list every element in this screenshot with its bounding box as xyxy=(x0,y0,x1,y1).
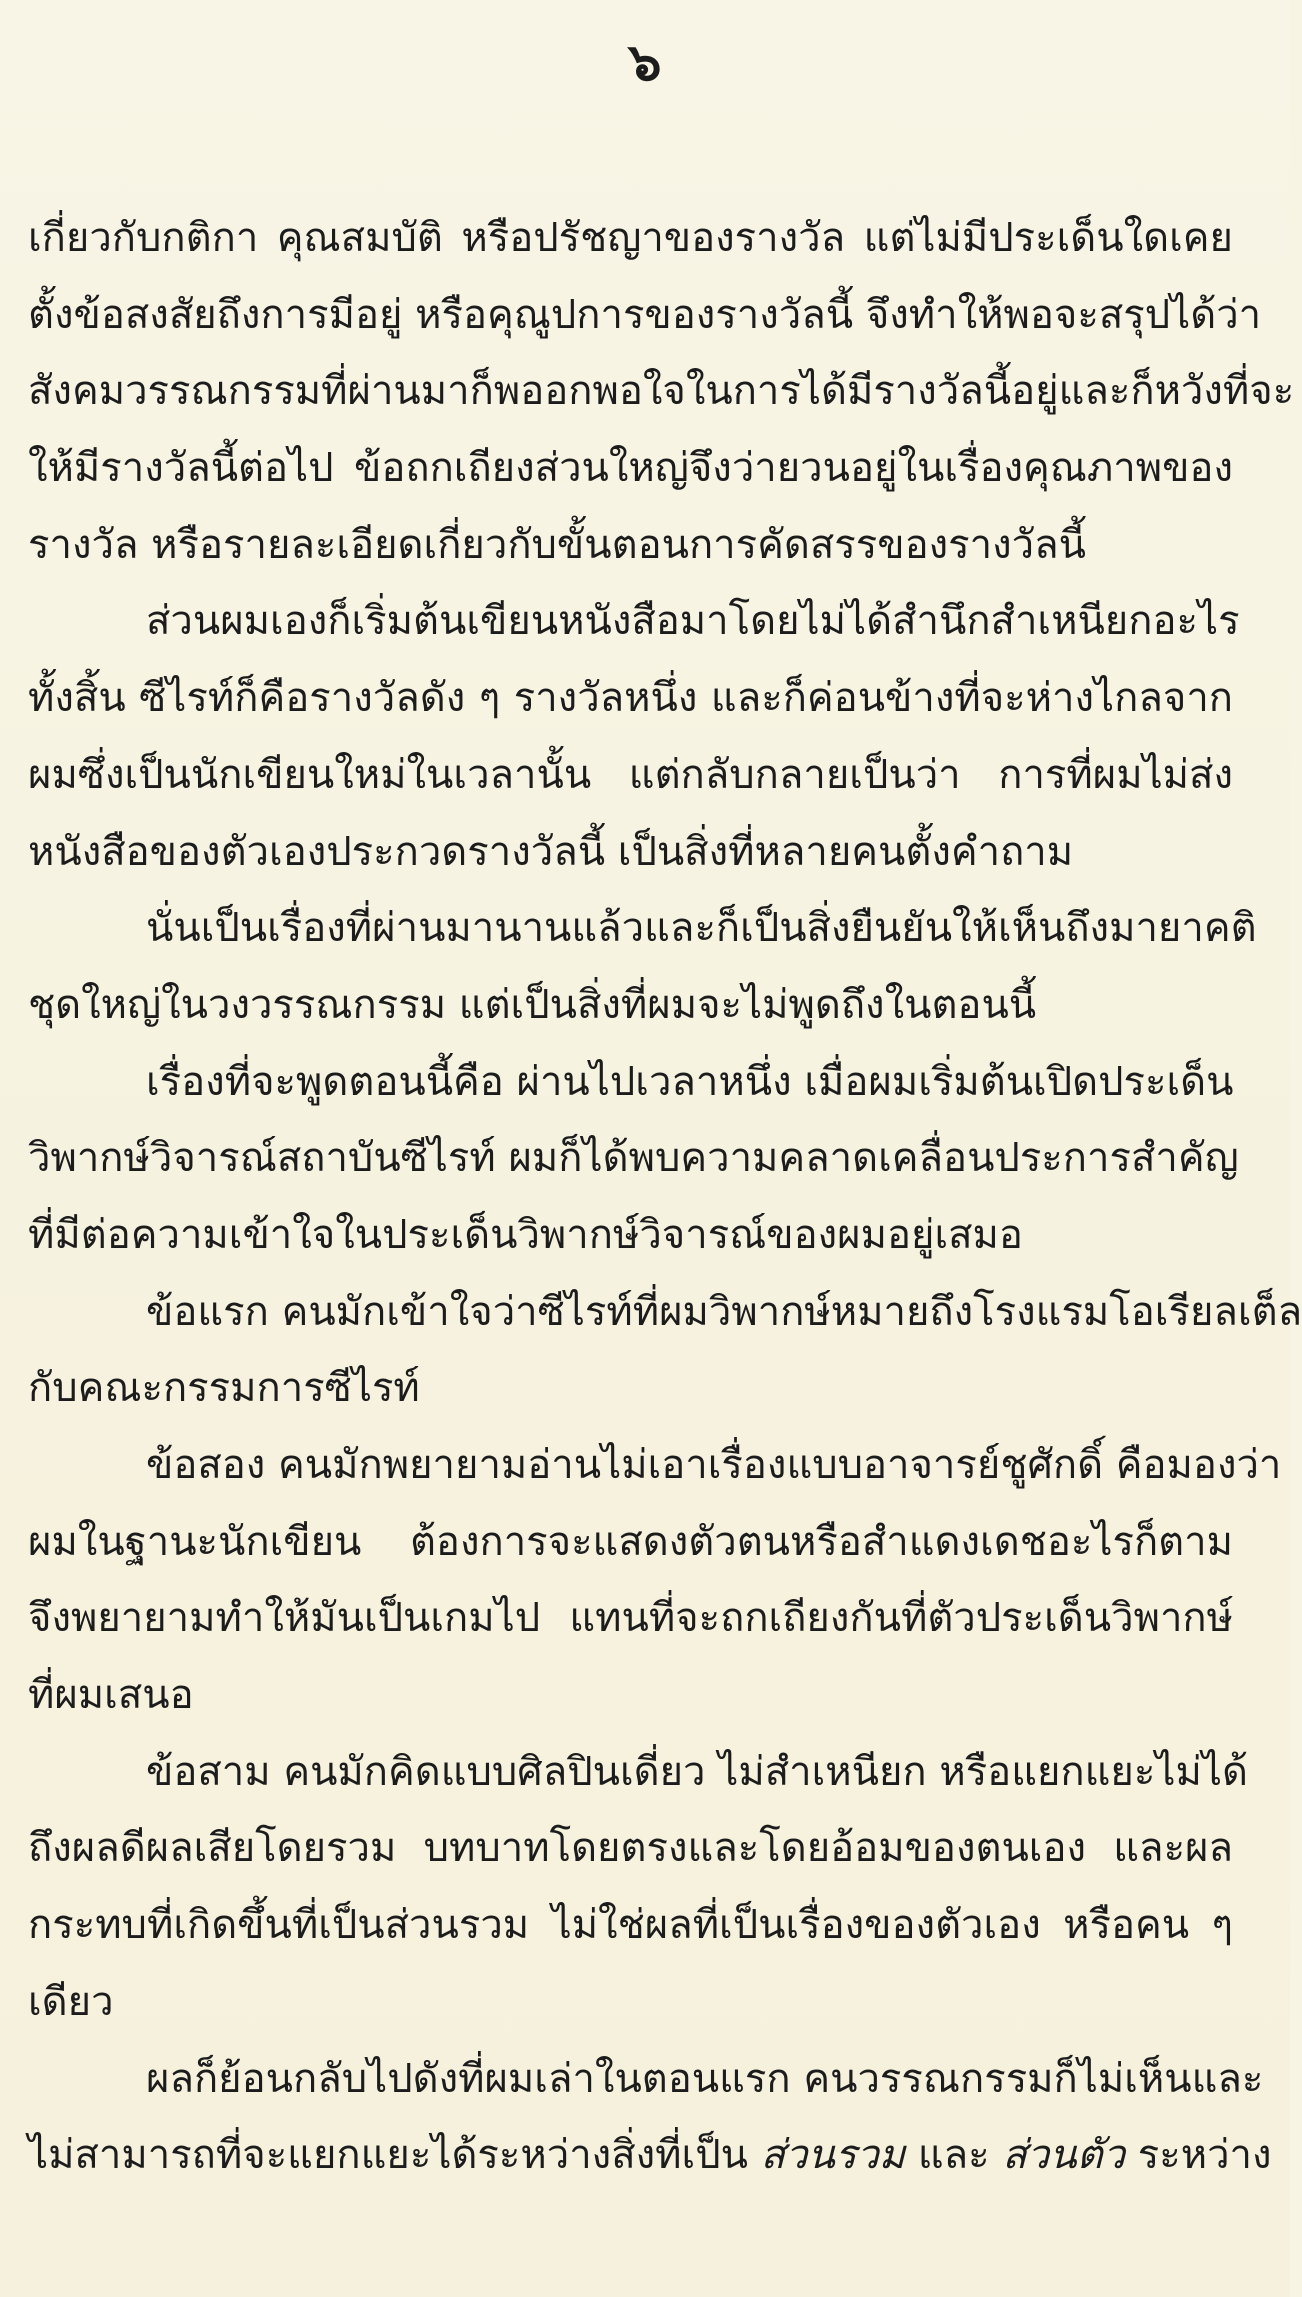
body-text xyxy=(28,200,1302,2194)
text-line: ผมในฐานะนักเขียน ต้องการจะแสดงตัวตนหรือสำแดงเดชอะไรก็ตาม xyxy=(28,1518,1233,1565)
paragraph-start-line: ข้อสาม คนมักคิดแบบศิลปินเดี่ยว ไม่สำเหนียก หรือแยกแยะไม่ได้ xyxy=(146,1748,1248,1795)
text-line: ที่มีต่อความเข้าใจในประเด็นวิพากษ์วิจารณ์ของผมอยู่เสมอ xyxy=(28,1211,1023,1258)
paragraph-start-line: ผลก็ย้อนกลับไปดังที่ผมเล่าในตอนแรก คนวรรณกรรมก็ไม่เห็นและ xyxy=(146,2055,1264,2102)
paragraph-start-line: ข้อสอง คนมักพยายามอ่านไม่เอาเรื่องแบบอาจารย์ชูศักดิ์ คือมองว่า xyxy=(146,1442,1282,1488)
text-line: กับคณะกรรมการซีไรท์ xyxy=(28,1365,420,1412)
text-line: ทั้งสิ้น ซีไรท์ก็คือรางวัลดัง ๆ รางวัลหนึ่ง และก็ค่อนข้างที่จะห่างไกลจาก xyxy=(28,675,1233,722)
text-line: รางวัล หรือรายละเอียดเกี่ยวกับขั้นตอนการคัดสรรของรางวัลนี้ xyxy=(28,521,1086,568)
paragraph-start-line: เรื่องที่จะพูดตอนนี้คือ ผ่านไปเวลาหนึ่ง เมื่อผมเริ่มต้นเปิดประเด็น xyxy=(146,1058,1234,1105)
text-line: วิพากษ์วิจารณ์สถาบันซีไรท์ ผมก็ได้พบความคลาดเคลื่อนประการสำคัญ xyxy=(28,1135,1239,1182)
line-text-segment: และ xyxy=(905,2132,1003,2179)
line-text-segment: ระหว่าง xyxy=(1125,2132,1272,2179)
italic-term-collective: ส่วนรวม xyxy=(760,2132,906,2179)
text-line: จึงพยายามทำให้มันเป็นเกมไป แทนที่จะถกเถียงกันที่ตัวประเด็นวิพากษ์ xyxy=(28,1595,1233,1642)
paragraph-start-line: นั่นเป็นเรื่องที่ผ่านมานานแล้วและก็เป็นสิ่งยืนยันให้เห็นถึงมายาคติ xyxy=(146,905,1257,952)
text-line: เกี่ยวกับกติกา คุณสมบัติ หรือปรัชญาของรางวัล แต่ไม่มีประเด็นใดเคย xyxy=(28,215,1233,261)
text-line: สังคมวรรณกรรมที่ผ่านมาก็พออกพอใจในการได้มีรางวัลนี้อยู่และก็หวังที่จะ xyxy=(28,368,1295,415)
text-line: กระทบที่เกิดขึ้นที่เป็นส่วนรวม ไม่ใช่ผลที่เป็นเรื่องของตัวเอง หรือคน ๆ xyxy=(28,1902,1233,1949)
text-line: ถึงผลดีผลเสียโดยรวม บทบาทโดยตรงและโดยอ้อมของตนเอง และผล xyxy=(28,1825,1233,1872)
text-line: เดียว xyxy=(28,1978,114,2025)
italic-term-personal: ส่วนตัว xyxy=(1002,2132,1126,2179)
text-line xyxy=(28,2117,1272,2194)
paragraph-start-line: ข้อแรก คนมักเข้าใจว่าซีไรท์ที่ผมวิพากษ์หมายถึงโรงแรมโอเรียลเต็ล xyxy=(146,1288,1302,1335)
page-number: ๖ xyxy=(628,32,662,93)
text-line: ตั้งข้อสงสัยถึงการมีอยู่ หรือคุณูปการของรางวัลนี้ จึงทำให้พอจะสรุปได้ว่า xyxy=(28,291,1262,338)
text-line: ชุดใหญ่ในวงวรรณกรรม แต่เป็นสิ่งที่ผมจะไม่พูดถึงในตอนนี้ xyxy=(28,981,1037,1028)
text-line: ผมซึ่งเป็นนักเขียนใหม่ในเวลานั้น แต่กลับกลายเป็นว่า การที่ผมไม่ส่ง xyxy=(28,751,1233,798)
line-text-segment: ไม่สามารถที่จะแยกแยะได้ระหว่างสิ่งที่เป็น xyxy=(28,2132,761,2179)
text-line: ที่ผมเสนอ xyxy=(28,1672,194,1719)
text-line: หนังสือของตัวเองประกวดรางวัลนี้ เป็นสิ่งที่หลายคนตั้งคำถาม xyxy=(28,828,1074,875)
text-line: ให้มีรางวัลนี้ต่อไป ข้อถกเถียงส่วนใหญ่จึงว่ายวนอยู่ในเรื่องคุณภาพของ xyxy=(28,445,1233,492)
paragraph-start-line: ส่วนผมเองก็เริ่มต้นเขียนหนังสือมาโดยไม่ได้สำนึกสำเหนียกอะไร xyxy=(146,598,1240,645)
